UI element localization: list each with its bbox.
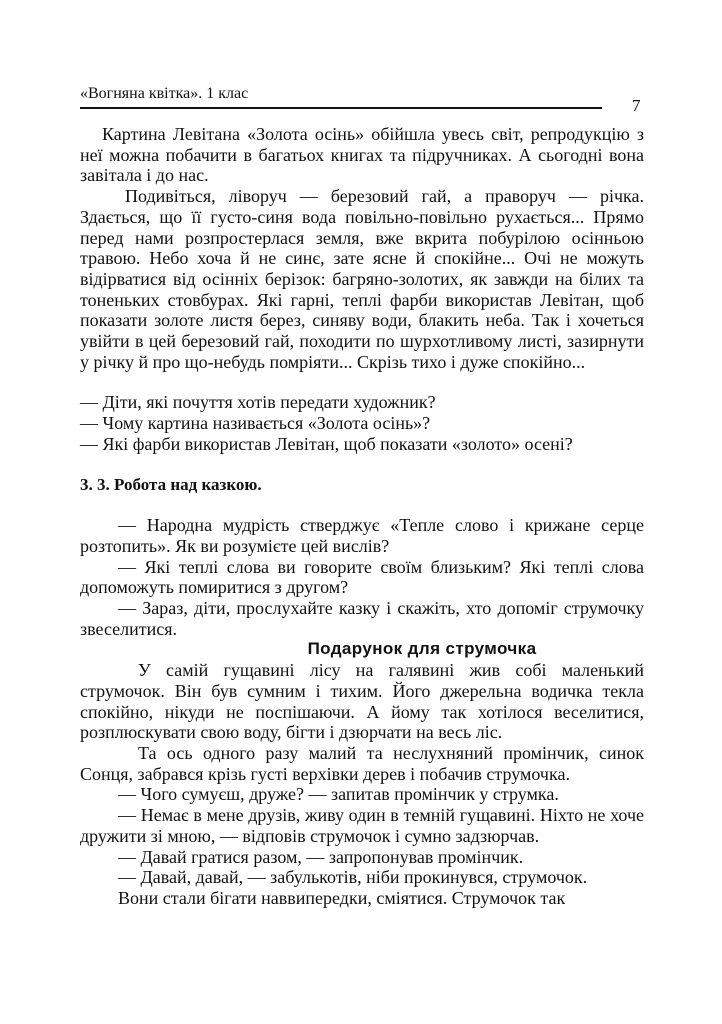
spacer [80, 372, 644, 392]
paragraph-painting-intro: Картина Левітана «Золота осінь» обійшла увесь світ, репродукцію з неї можна побачити в багатьох книгах та підручниках. А сьогодні вона завітала і до нас. [80, 124, 644, 186]
spacer [80, 455, 644, 475]
intro-question-1: — Народна мудрість стверджує «Тепле слово і крижане серце розтопить». Як ви розумієте цей вислів? [80, 515, 644, 556]
question-3: — Які фарби використав Левітан, щоб показати «золото» осені? [80, 433, 573, 454]
story-dialogue-4: — Давай, давай, — забулькотів, ніби прокинувся, струмочок. [118, 867, 588, 888]
intro-question-3: — Зараз, діти, прослухайте казку і скажіть, хто допоміг струмочку звеселитися. [80, 598, 644, 639]
story-dialogue-2: — Немає в мене друзів, живу один в темній гущавині. Ніхто не хоче дружити зі мною, — відповів струмочок і сумно задзюрчав. [80, 805, 644, 846]
question-1: — Діти, які почуття хотів передати художник? [80, 392, 436, 413]
story-paragraph-2: Та ось одного разу малий та неслухняний промінчик, синок Сонця, забрався крізь густі верхівки дерев і побачив струмочка. [80, 742, 644, 784]
paragraph-painting-description: Подивіться, ліворуч — березовий гай, а праворуч — річка. Здається, що її густо-синя вода повільно-повільно рухається... Прямо перед нами розпростерлася земля, вже вкрита побурілою осінньою травою. Небо хоча й не синє, зате ясне й спокійне... Очі не можуть відірватися від осінніх берізок: багряно-золотих, як завжди на білих та тоненьких стовбурах. Які гарні, теплі фарби використав Левітан, щоб показати золоте листя берез, синяву води, блакить неба. Так і хочеться увійти в цей березовий гай, походити по шурхотливому листі, зазирнути у річку й про що-небудь помріяти... Скрізь тихо і дуже спокійно... [80, 186, 644, 372]
page-body [80, 124, 644, 909]
running-header: «Вогняна квітка». 1 клас [80, 85, 249, 102]
spacer [80, 495, 644, 515]
intro-question-2: — Які теплі слова ви говорите своїм близьким? Які теплі слова допоможуть помиритися з другом? [80, 556, 644, 598]
story-dialogue-1: — Чого сумуєш, друже? — запитав промінчик у струмка. [118, 784, 559, 805]
story-paragraph-3: Вони стали бігати наввипередки, сміятися. Струмочок так [118, 887, 566, 908]
story-title: Подарунок для струмочка [307, 639, 537, 659]
page-number: 7 [632, 96, 641, 115]
header-rule [80, 107, 602, 109]
story-dialogue-3: — Давай гратися разом, — запропонував промінчик. [118, 846, 524, 867]
section-heading: 3. 3. Робота над казкою. [80, 474, 262, 494]
question-2: — Чому картина називається «Золота осінь»? [80, 413, 431, 434]
story-paragraph-1: У самій гущавині лісу на галявині жив собі маленький струмочок. Він був сумним і тихим. Його джерельна водичка текла спокійно, нікуди не поспішаючи. А йому так хотілося веселитися, розплюскувати свою воду, бігти і дзюрчати на весь ліс. [80, 660, 644, 743]
